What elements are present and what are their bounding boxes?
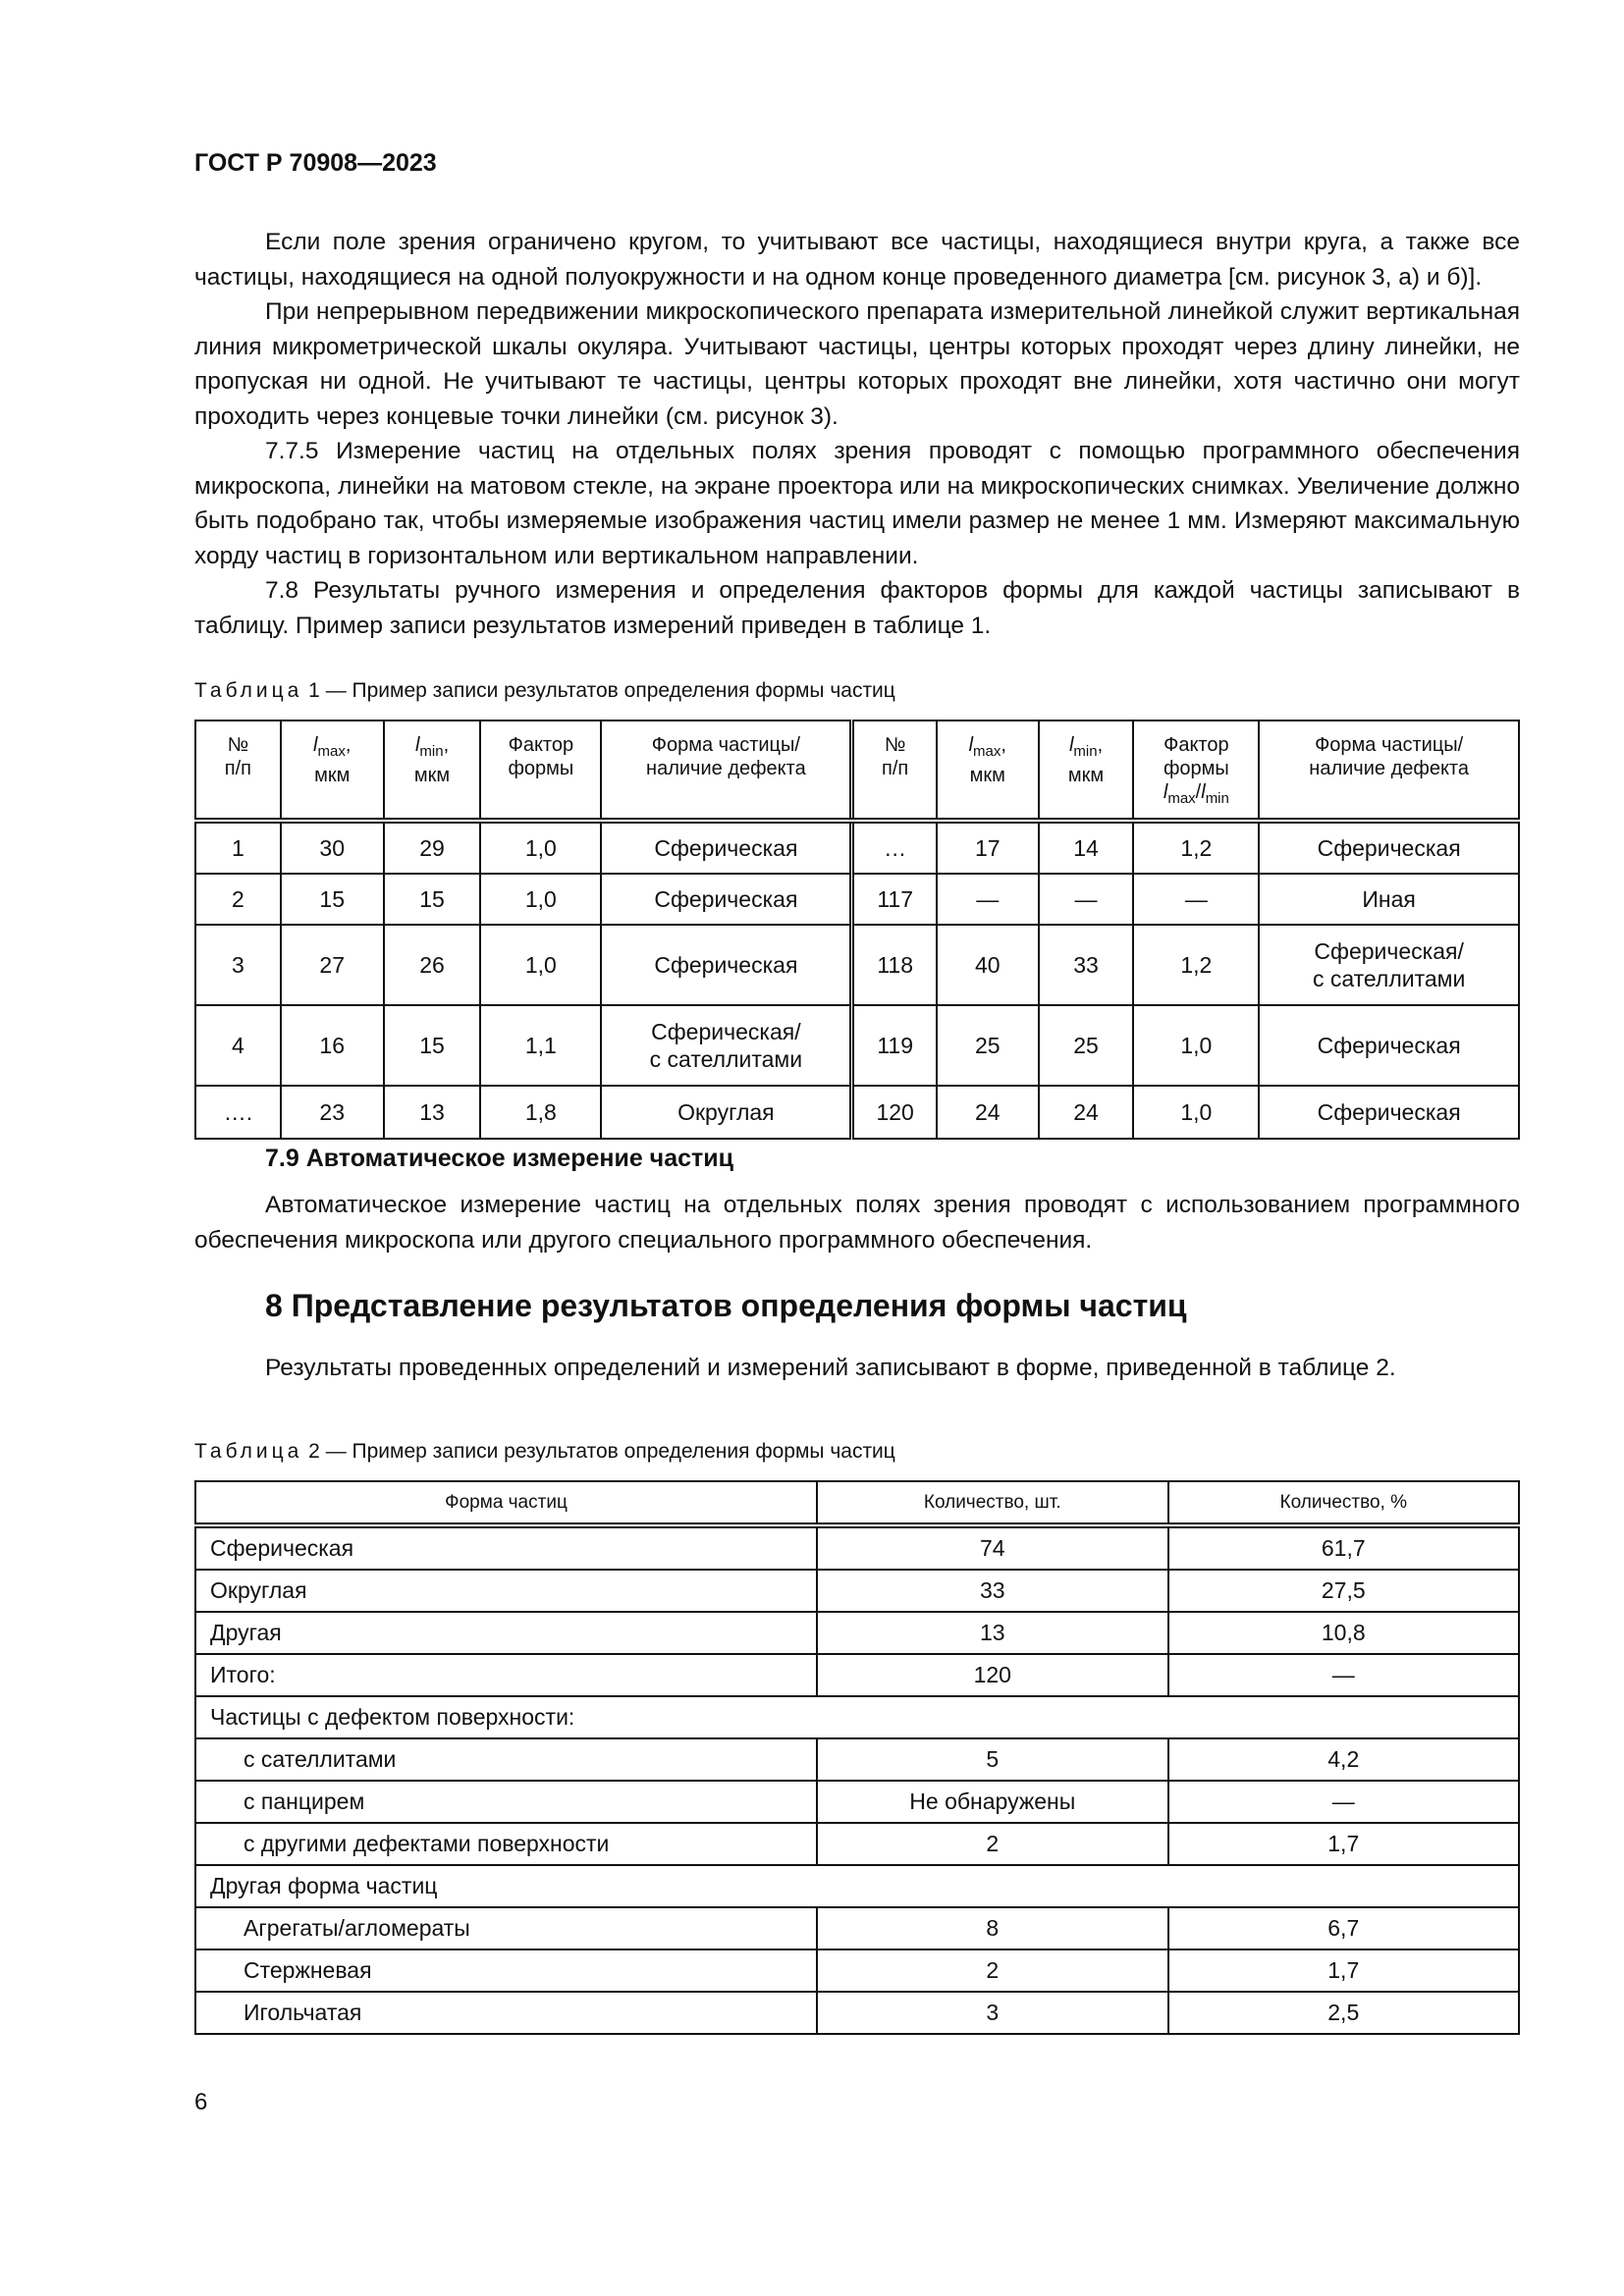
header-count: Количество, шт.: [817, 1481, 1168, 1525]
header-num-2: № п/п: [852, 721, 937, 821]
table-row: [195, 1525, 1519, 1570]
table-cell: 13: [384, 1086, 481, 1139]
table-header-row: [195, 1481, 1519, 1525]
table-cell: Округлая: [601, 1086, 852, 1139]
table-cell: Сферическая: [601, 925, 852, 1005]
table-row: [195, 1865, 1519, 1907]
count-cell: 2: [817, 1949, 1168, 1992]
table-cell: 1,2: [1133, 821, 1259, 874]
table-row: [195, 1781, 1519, 1823]
shape-cell: Игольчатая: [195, 1992, 817, 2034]
percent-cell: 61,7: [1168, 1525, 1519, 1570]
table-row: [195, 1949, 1519, 1992]
paragraph: Автоматическое измерение частиц на отдельных полях зрения проводят с использованием программного обеспечения микроскопа или другого специального программного обеспечения.: [194, 1192, 1520, 1254]
percent-cell: 10,8: [1168, 1612, 1519, 1654]
paragraph: Если поле зрения ограничено кругом, то учитывают все частицы, находящиеся внутри круга, а также все частицы, находящиеся на одной полуокружности и на одном конце проведенного диаметра [см. рисунок 3, а) и б)].: [194, 229, 1520, 291]
table-cell: Сферическая: [1259, 821, 1519, 874]
table-cell: 4: [195, 1005, 281, 1086]
caption-text: 1 — Пример записи результатов определения формы частиц: [302, 679, 895, 702]
header-factor-2: Фактор формы $l_{max}/l_{min}$: [1133, 721, 1259, 821]
count-cell: 74: [817, 1525, 1168, 1570]
section-8-text: [194, 1351, 1520, 1386]
paragraph: 7.8 Результаты ручного измерения и определения факторов формы для каждой частицы записывают в таблицу. Пример записи результатов измерений приведен в таблице 1.: [194, 577, 1520, 639]
table-row: [195, 1086, 1519, 1139]
count-cell: 33: [817, 1570, 1168, 1612]
header-lmax-2: $l_{max}$, мкм: [937, 721, 1039, 821]
paragraph: Результаты проведенных определений и измерений записывают в форме, приведенной в таблице 2.: [265, 1355, 1396, 1381]
table-row: [195, 1612, 1519, 1654]
table-cell: Сферическая: [1259, 1086, 1519, 1139]
shape-cell: Стержневая: [195, 1949, 817, 1992]
shape-cell: с другими дефектами поверхности: [195, 1823, 817, 1865]
table-cell: 17: [937, 821, 1039, 874]
header-percent: Количество, %: [1168, 1481, 1519, 1525]
table-row: [195, 1823, 1519, 1865]
count-cell: 8: [817, 1907, 1168, 1949]
table-cell: 1: [195, 821, 281, 874]
header-num: № п/п: [195, 721, 281, 821]
table-header-row: [195, 721, 1519, 821]
table-cell: 117: [852, 874, 937, 925]
shape-cell: Итого:: [195, 1654, 817, 1696]
paragraph: 7.7.5 Измерение частиц на отдельных полях зрения проводят с помощью программного обеспечения микроскопа, линейки на матовом стекле, на экране проектора или на микроскопических снимках. Увеличение должно быть подобрано так, чтобы измеряемые изображения частиц имели размер не менее 1 мм. Измеряют максимальную хорду частиц в горизонтальном или вертикальном направлении.: [194, 438, 1520, 569]
table-cell: 118: [852, 925, 937, 1005]
table-cell: 30: [281, 821, 384, 874]
table-cell: —: [1133, 874, 1259, 925]
table-cell: 1,0: [1133, 1086, 1259, 1139]
body-text-top: [194, 225, 1520, 643]
table-row: [195, 1570, 1519, 1612]
header-factor: Фактор формы: [480, 721, 601, 821]
header-shape: Форма частицы/ наличие дефекта: [601, 721, 852, 821]
table-cell: 24: [1039, 1086, 1134, 1139]
table-cell: 1,0: [480, 821, 601, 874]
table-cell: 24: [937, 1086, 1039, 1139]
table-row: [195, 1696, 1519, 1738]
table-cell: 15: [281, 874, 384, 925]
document-header: ГОСТ Р 70908—2023: [194, 149, 437, 177]
table-cell: —: [937, 874, 1039, 925]
table1-caption: [194, 679, 895, 703]
table-cell: Сферическая/ с сателлитами: [1259, 925, 1519, 1005]
table-cell: 29: [384, 821, 481, 874]
table-row: [195, 874, 1519, 925]
table-cell: 1,0: [480, 925, 601, 1005]
count-cell: Не обнаружены: [817, 1781, 1168, 1823]
section-7-9-text: [194, 1188, 1520, 1257]
table-cell: Сферическая: [601, 874, 852, 925]
table-cell: 1,8: [480, 1086, 601, 1139]
paragraph: При непрерывном передвижении микроскопического препарата измерительной линейкой служит вертикальная линия микрометрической шкалы окуляра. Учитывают частицы, центры которых проходят через длину линейки, не пропуская ни одной. Не учитывают те частицы, центры которых проходят вне линейки, хотя частично они могут проходить через концевые точки линейки (см. рисунок 3).: [194, 298, 1520, 430]
page-number: 6: [194, 2089, 208, 2115]
percent-cell: —: [1168, 1654, 1519, 1696]
table-cell: 15: [384, 1005, 481, 1086]
table-cell: 27: [281, 925, 384, 1005]
table-cell: —: [1039, 874, 1134, 925]
table-cell: Сферическая/ с сателлитами: [601, 1005, 852, 1086]
header-shape-2: Форма частицы/ наличие дефекта: [1259, 721, 1519, 821]
header-lmin-2: $l_{min}$, мкм: [1039, 721, 1134, 821]
count-cell: 120: [817, 1654, 1168, 1696]
table-cell: Иная: [1259, 874, 1519, 925]
table-cell: 33: [1039, 925, 1134, 1005]
table-row: [195, 1738, 1519, 1781]
table-row: [195, 1005, 1519, 1086]
table-2: [194, 1480, 1520, 2035]
table-1: [194, 720, 1520, 1140]
table-cell: 14: [1039, 821, 1134, 874]
table2-caption: [194, 1440, 895, 1464]
table-row: [195, 925, 1519, 1005]
table-cell: Сферическая: [601, 821, 852, 874]
table-cell: 26: [384, 925, 481, 1005]
table-cell: 25: [1039, 1005, 1134, 1086]
table-row: [195, 1907, 1519, 1949]
count-cell: 13: [817, 1612, 1168, 1654]
header-shape: Форма частиц: [195, 1481, 817, 1525]
shape-cell: с сателлитами: [195, 1738, 817, 1781]
table-row: [195, 1654, 1519, 1696]
percent-cell: 4,2: [1168, 1738, 1519, 1781]
table-cell: 120: [852, 1086, 937, 1139]
header-lmax: $l_{max}$, мкм: [281, 721, 384, 821]
percent-cell: 1,7: [1168, 1823, 1519, 1865]
shape-cell: с панцирем: [195, 1781, 817, 1823]
table-cell: 119: [852, 1005, 937, 1086]
table-row: [195, 1992, 1519, 2034]
percent-cell: 27,5: [1168, 1570, 1519, 1612]
table-cell: 15: [384, 874, 481, 925]
percent-cell: 1,7: [1168, 1949, 1519, 1992]
percent-cell: 6,7: [1168, 1907, 1519, 1949]
shape-cell: Сферическая: [195, 1525, 817, 1570]
percent-cell: 2,5: [1168, 1992, 1519, 2034]
count-cell: 5: [817, 1738, 1168, 1781]
group-label: Другая форма частиц: [195, 1865, 1519, 1907]
table-cell: 1,0: [480, 874, 601, 925]
table-cell: ….: [195, 1086, 281, 1139]
count-cell: 3: [817, 1992, 1168, 2034]
shape-cell: Округлая: [195, 1570, 817, 1612]
count-cell: 2: [817, 1823, 1168, 1865]
table-row: [195, 821, 1519, 874]
group-label: Частицы с дефектом поверхности:: [195, 1696, 1519, 1738]
table-cell: 3: [195, 925, 281, 1005]
table-cell: Сферическая: [1259, 1005, 1519, 1086]
header-lmin: $l_{min}$, мкм: [384, 721, 481, 821]
caption-label: Таблица: [194, 1440, 303, 1463]
table-cell: 2: [195, 874, 281, 925]
shape-cell: Другая: [195, 1612, 817, 1654]
percent-cell: —: [1168, 1781, 1519, 1823]
table-cell: 23: [281, 1086, 384, 1139]
table-cell: 1,1: [480, 1005, 601, 1086]
table-cell: …: [852, 821, 937, 874]
table-cell: 1,2: [1133, 925, 1259, 1005]
caption-label: Таблица: [194, 679, 303, 702]
shape-cell: Агрегаты/агломераты: [195, 1907, 817, 1949]
table-cell: 40: [937, 925, 1039, 1005]
table-cell: 1,0: [1133, 1005, 1259, 1086]
section-7-9-heading: 7.9 Автоматическое измерение частиц: [265, 1145, 733, 1172]
caption-text: 2 — Пример записи результатов определения формы частиц: [302, 1440, 895, 1463]
section-8-heading: 8 Представление результатов определения формы частиц: [265, 1288, 1187, 1323]
table-cell: 25: [937, 1005, 1039, 1086]
table-cell: 16: [281, 1005, 384, 1086]
